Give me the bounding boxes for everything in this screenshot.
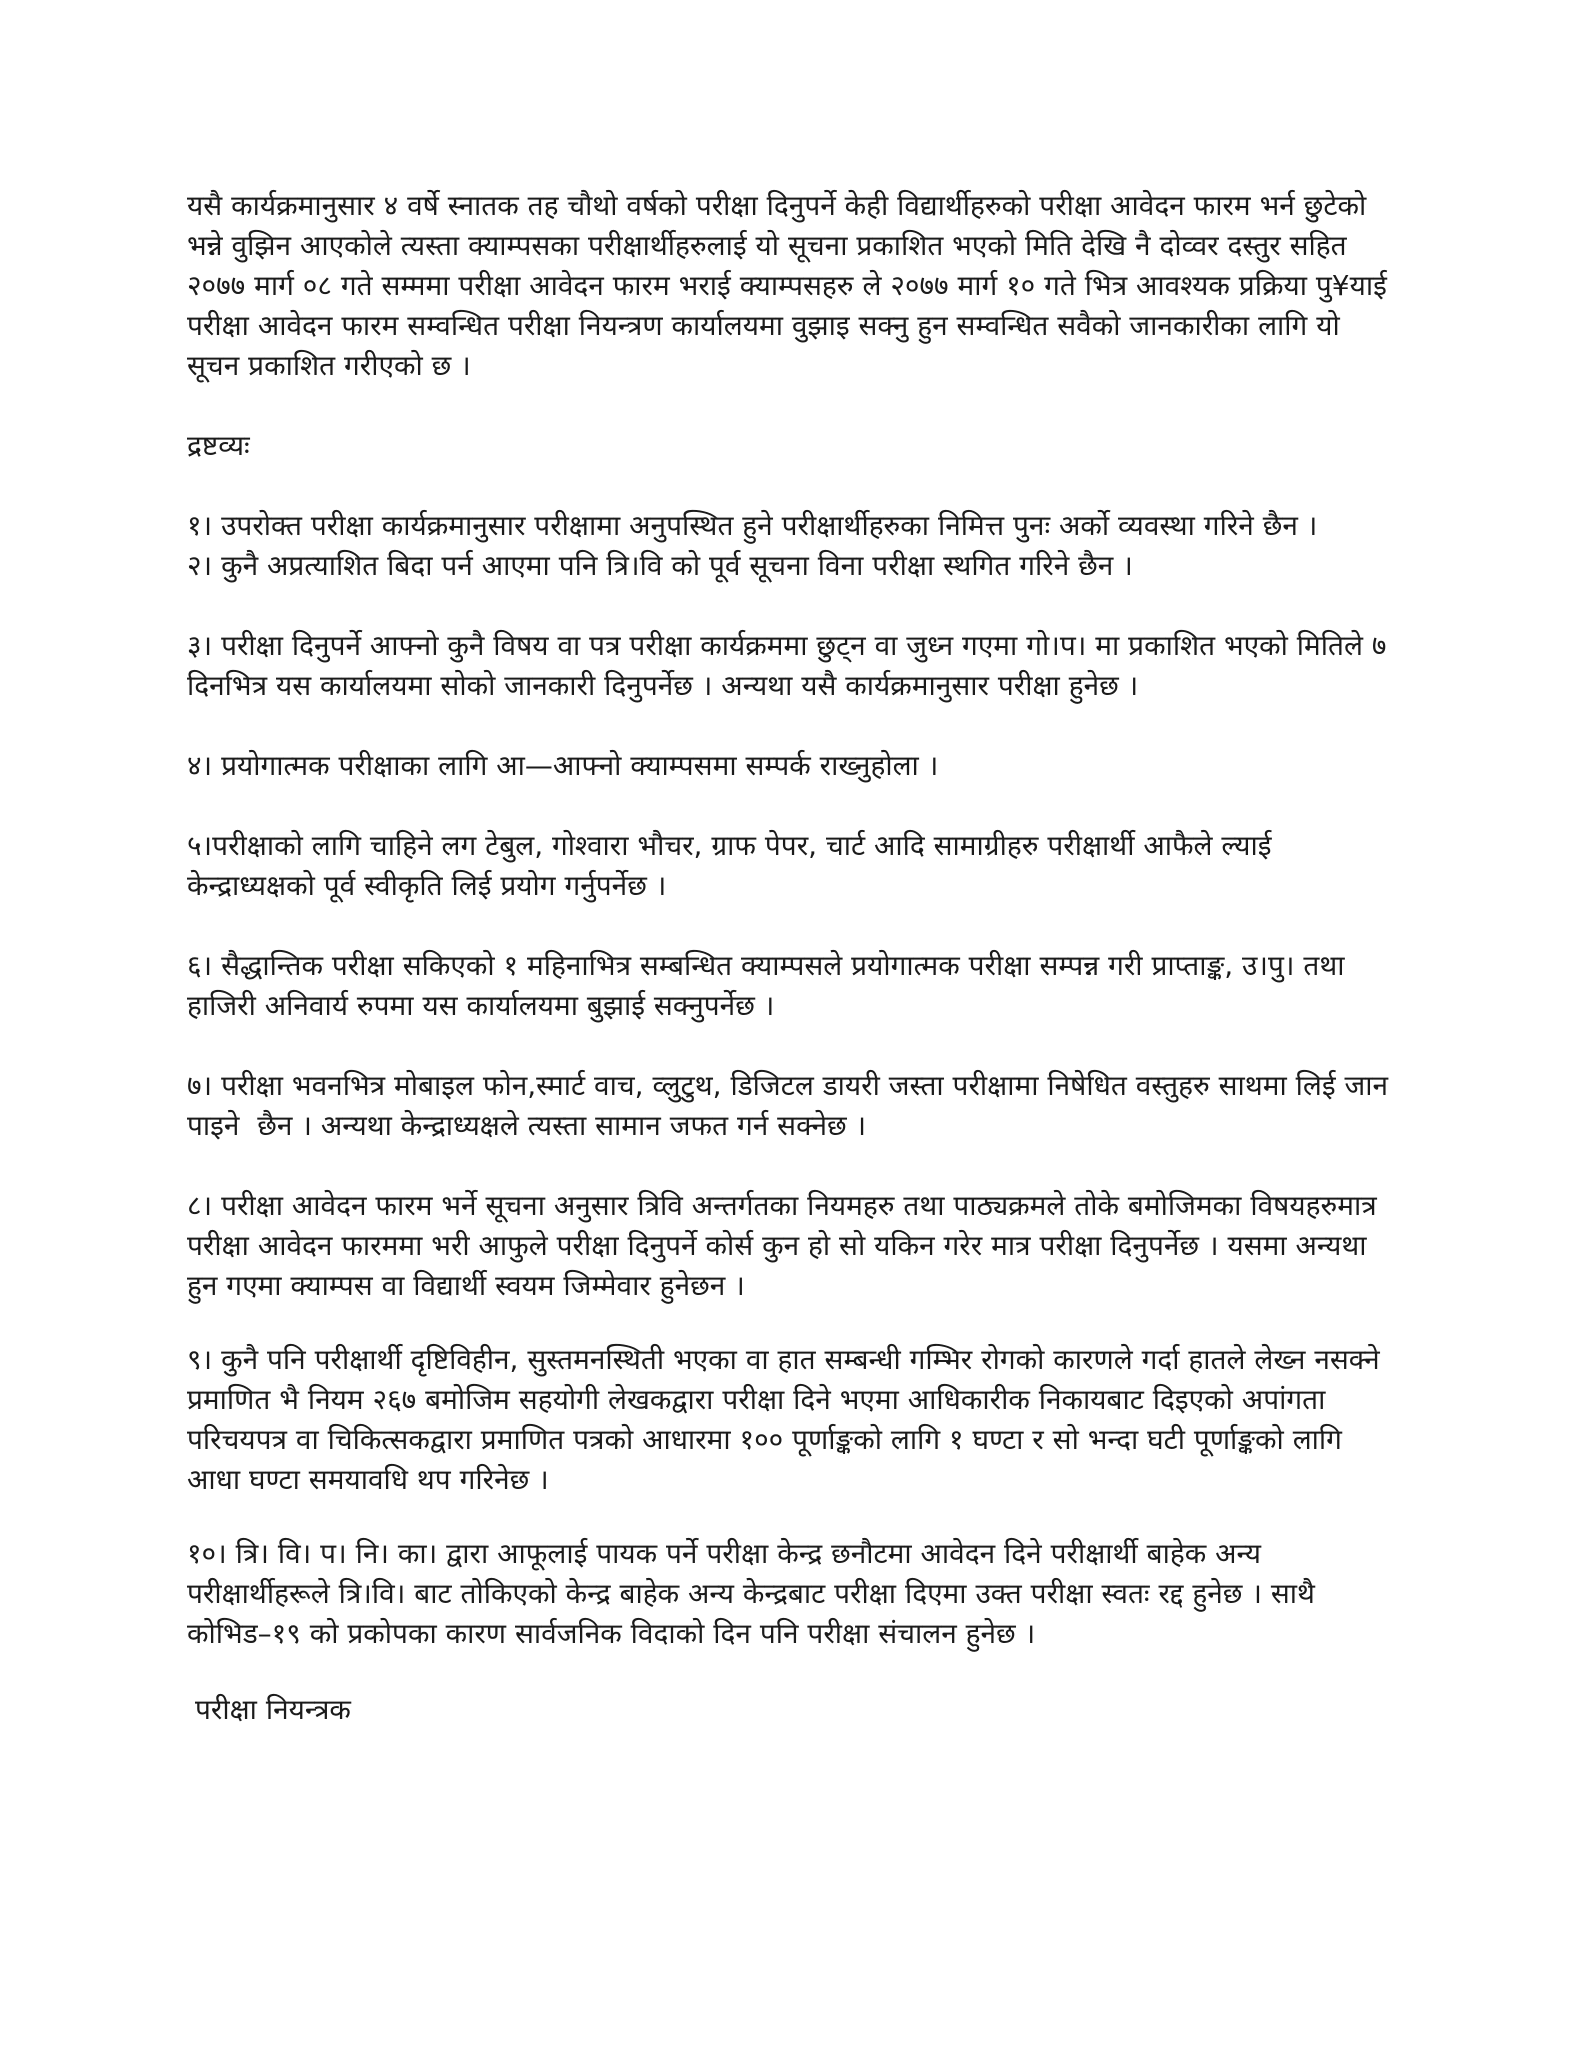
- note-item-6: ६। सैद्धान्तिक परीक्षा सकिएको १ महिनाभित्र सम्बन्धित क्याम्पसले प्रयोगात्मक परीक्षा सम्पन्न गरी प्राप्ताङ्क, उ।पु। तथा हाजिरी अनिवार्य रुपमा यस कार्यालयमा बुझाई सक्नुपर्नेछ ।: [187, 949, 1354, 1022]
- note-item-1: १। उपरोक्त परीक्षा कार्यक्रमानुसार परीक्षामा अनुपस्थित हुने परीक्षार्थीहरुका निमित्त पुनः अर्को व्यवस्था गरिने छैन ।: [187, 509, 1318, 542]
- notice-body: [187, 186, 1399, 1730]
- note-item-3: ३। परीक्षा दिनुपर्ने आफ्नो कुनै विषय वा पत्र परीक्षा कार्यक्रममा छुट्न वा जुध्न गएमा गो।प। मा प्रकाशित भएको मितिले ७ दिनभित्र यस कार्यालयमा सोको जानकारी दिनुपर्नेछ । अन्यथा यसै कार्यक्रमानुसार परीक्षा हुनेछ ।: [187, 629, 1396, 702]
- note-item-5: ५।परीक्षाको लागि चाहिने लग टेबुल, गोश्वारा भौचर, ग्राफ पेपर, चार्ट आदि सामाग्रीहरु परीक्षार्थी आफैले ल्याई केन्द्राध्यक्षको पूर्व स्वीकृति लिई प्रयोग गर्नुपर्नेछ ।: [187, 829, 1281, 902]
- note-item-10: १०। त्रि। वि। प। नि। का। द्वारा आफूलाई पायक पर्ने परीक्षा केन्द्र छनौटमा आवेदन दिने परीक्षार्थी बाहेक अन्य परीक्षार्थीहरूले त्रि।वि। बाट तोकिएको केन्द्र बाहेक अन्य केन्द्रबाट परीक्षा दिएमा उक्त परीक्षा स्वतः रद्द हुनेछ । साथै कोभिड–१९ को प्रकोपका कारण सार्वजनिक विदाको दिन पनि परीक्षा संचालन हुनेछ ।: [187, 1537, 1324, 1650]
- note-item-9: ९। कुनै पनि परीक्षार्थी दृष्टिविहीन, सुस्तमनस्थिती भएका वा हात सम्बन्धी गम्भिर रोगको कारणले गर्दा हातले लेख्न नसक्ने प्रमाणित भै नियम २६७ बमोजिम सहयोगी लेखकद्वारा परीक्षा दिने भएमा आधिकारीक निकायबाट दिइएको अपांगता परिचयपत्र वा चिकित्सकद्वारा प्रमाणित पत्रको आधारमा १०० पूर्णाङ्कको लागि १ घण्टा र सो भन्दा घटी पूर्णाङ्कको लागि आधा घण्टा समयावधि थप गरिनेछ ।: [187, 1343, 1389, 1496]
- note-item-8: ८। परीक्षा आवेदन फारम भर्ने सूचना अनुसार त्रिवि अन्तर्गतका नियमहरु तथा पाठ्यक्रमले तोके बमोजिमका विषयहरुमात्र परीक्षा आवेदन फारममा भरी आफुले परीक्षा दिनुपर्ने कोर्स कुन हो सो यकिन गरेर मात्र परीक्षा दिनुपर्नेछ । यसमा अन्यथा हुन गएमा क्याम्पस वा विद्यार्थी स्वयम जिम्मेवार हुनेछन ।: [187, 1189, 1386, 1302]
- intro-paragraph: यसै कार्यक्रमानुसार ४ वर्षे स्नातक तह चौथो वर्षको परीक्षा दिनुपर्ने केही विद्यार्थीहरुको परीक्षा आवेदन फारम भर्न छुटेको भन्ने वुझिन आएकोले त्यस्ता क्याम्पसका परीक्षार्थीहरुलाई यो सूचना प्रकाशित भएको मिति देखि नै दोव्वर दस्तुर सहित २०७७ मार्ग ०८ गते सम्ममा परीक्षा आवेदन फारम भराई क्याम्पसहरु ले २०७७ मार्ग १० गते भित्र आवश्यक प्रक्रिया पु¥याई परीक्षा आवेदन फारम सम्वन्धित परीक्षा नियन्त्रण कार्यालयमा वुझाइ सक्नु हुन सम्वन्धित सवैको जानकारीका लागि यो सूचन प्रकाशित गरीएको छ ।: [187, 189, 1396, 382]
- note-item-4: ४। प्रयोगात्मक परीक्षाका लागि आ—आफ्नो क्याम्पसमा सम्पर्क राख्नुहोला ।: [187, 749, 939, 782]
- note-item-7: ७। परीक्षा भवनभित्र मोबाइल फोन,स्मार्ट वाच, व्लुटुथ, डिजिटल डायरी जस्ता परीक्षामा निषेधित वस्तुहरु साथमा लिई जान पाइने छैन । अन्यथा केन्द्राध्यक्षले त्यस्ता सामान जफत गर्न सक्नेछ ।: [187, 1069, 1397, 1142]
- notes-heading: द्रष्टव्यः: [187, 429, 250, 462]
- note-item-2: २। कुनै अप्रत्याशित बिदा पर्न आएमा पनि त्रि।वि को पूर्व सूचना विना परीक्षा स्थगित गरिने छैन ।: [187, 549, 1133, 582]
- signature-title: परीक्षा नियन्त्रक: [195, 1693, 351, 1726]
